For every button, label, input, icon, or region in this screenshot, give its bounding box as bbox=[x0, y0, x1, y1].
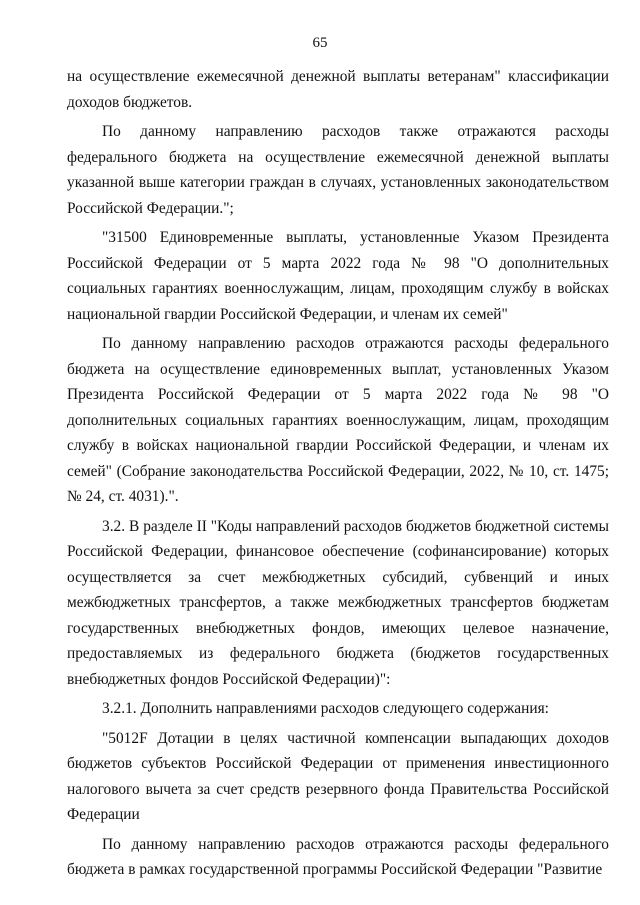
paragraph-code-31500: "31500 Единовременные выплаты, установленные Указом Президента Российской Федерации от 5 марта 2022 года № 98 "О дополнительных социальных гарантиях военнослужащим, лицам, проходящим службу в войсках национальной гвардии Российской Федерации, и членам их семей" bbox=[67, 229, 609, 323]
document-body bbox=[67, 64, 609, 883]
paragraph-code-5012f: "5012F Дотации в целях частичной компенсации выпадающих доходов бюджетов субъектов Российской Федерации от применения инвестиционного налогового вычета за счет средств резервного фонда Правительства Российской Федерации bbox=[67, 729, 609, 823]
paragraph-section-3-2-1: 3.2.1. Дополнить направлениями расходов следующего содержания: bbox=[102, 700, 549, 717]
paragraph-5012f-expenses: По данному направлению расходов отражаются расходы федерального бюджета в рамках государственной программы Российской Федерации "Развитие bbox=[67, 835, 609, 878]
paragraph-31500-expenses: По данному направлению расходов отражаются расходы федерального бюджета на осуществление единовременных выплат, установленных Указом Президента Российской Федерации от 5 марта 2022 года № 98 "О дополнительных социальных гарантиях военнослужащим, лицам, проходящим службу в войсках национальной гвардии Российской Федерации, и членам их семей" (Собрание законодательства Российской Федерации, 2022, № 10, ст. 1475; № 24, ст. 4031).". bbox=[67, 335, 609, 505]
paragraph-expenses-note: По данному направлению расходов также отражаются расходы федерального бюджета на осуществление ежемесячной денежной выплаты указанной выше категории граждан в случаях, установленных законодательством Российской Федерации."; bbox=[67, 123, 609, 217]
paragraph-continuation: на осуществление ежемесячной денежной выплаты ветеранам" классификации доходов бюджетов. bbox=[67, 68, 609, 111]
paragraph-section-3-2: 3.2. В разделе II "Коды направлений расходов бюджетов бюджетной системы Российской Федерации, финансовое обеспечение (софинансирование) которых осуществляется за счет межбюджетных субсидий, субвенций и иных межбюджетных трансфертов, а также межбюджетных трансфертов бюджетам государственных внебюджетных фондов, имеющих целевое назначение, предоставляемых из федерального бюджета (бюджетов государственных внебюджетных фондов Российской Федерации)": bbox=[67, 517, 609, 688]
page-number: 65 bbox=[312, 35, 328, 51]
